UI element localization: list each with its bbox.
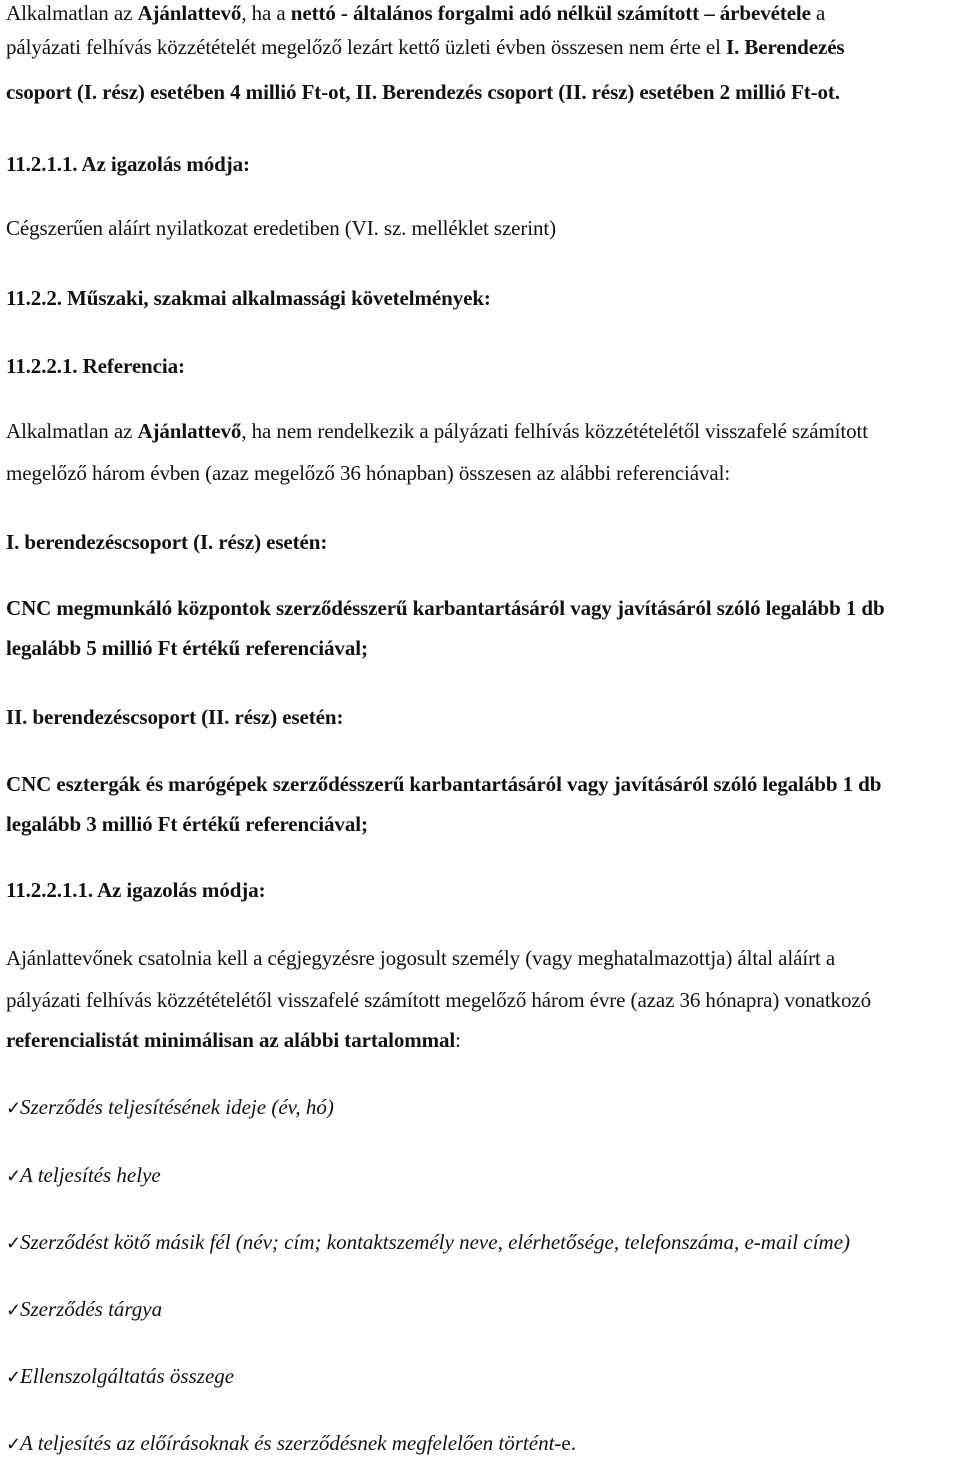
- ajanlattevo-bold: Ajánlattevő: [137, 419, 242, 443]
- check-bullet-icon: ✓: [6, 1233, 22, 1253]
- para1-line2: [6, 34, 845, 60]
- para3-line2: pályázati felhívás közzétételétől visszafelé számított megelőző három évre (azaz 36 hónapra) vonatkozó: [6, 988, 871, 1012]
- heading-1122211: 11.2.2.1.1. Az igazolás módja:: [6, 878, 266, 902]
- bullet-text: Szerződést kötő másik fél (név; cím; kontaktszemély neve, elérhetősége, telefonszáma, e-mail címe): [20, 1230, 851, 1254]
- text-span: , ha a: [241, 1, 291, 25]
- bullet-text-suffix: -e.: [554, 1431, 576, 1455]
- ajanlattevo-bold: Ajánlattevő: [137, 1, 242, 25]
- text-span: Alkalmatlan az: [6, 419, 138, 443]
- text-span: , ha nem rendelkezik a pályázati felhívás közzétételétől visszafelé számított: [241, 419, 869, 443]
- para3-line3: [6, 1027, 461, 1053]
- check-bullet-icon: ✓: [6, 1098, 22, 1118]
- bullet-text: A teljesítés az előírásoknak és szerződésnek megfelelően történt: [20, 1431, 555, 1455]
- group2-text-line1: CNC esztergák és marógépek szerződésszerű karbantartásáról vagy javításáról szóló legalább 1 db: [6, 772, 882, 796]
- para3-line1: Ajánlattevőnek csatolnia kell a cégjegyzésre jogosult személy (vagy meghatalmazottja) által aláírt a: [6, 946, 836, 970]
- paragraph-cegszeruen: Cégszerűen aláírt nyilatkozat eredetiben (VI. sz. melléklet szerint): [6, 216, 557, 240]
- check-bullet-icon: ✓: [6, 1166, 22, 1186]
- group1-heading: I. berendezéscsoport (I. rész) esetén:: [6, 530, 328, 554]
- text-span: Alkalmatlan az: [6, 1, 138, 25]
- bullet-item-2: [6, 1162, 161, 1189]
- group1-text-line1: CNC megmunkáló központok szerződésszerű karbantartásáról vagy javításáról szóló legalább 1 db: [6, 596, 885, 620]
- bullet-item-6: [6, 1430, 576, 1457]
- group2-text-line2: legalább 3 millió Ft értékű referenciával;: [6, 812, 368, 836]
- para1-line1: [6, 0, 825, 26]
- bullet-item-3: [6, 1229, 850, 1256]
- heading-1122: 11.2.2. Műszaki, szakmai alkalmassági követelmények:: [6, 286, 491, 310]
- bullet-item-1: [6, 1094, 334, 1121]
- bullet-text: A teljesítés helye: [20, 1163, 161, 1187]
- group1-text-line2: legalább 5 millió Ft értékű referenciával;: [6, 636, 368, 660]
- heading-11221: 11.2.2.1. Referencia:: [6, 354, 185, 378]
- bullet-item-4: [6, 1296, 162, 1323]
- check-bullet-icon: ✓: [6, 1300, 22, 1320]
- bullet-item-5: [6, 1363, 234, 1390]
- netto-arbevetel-bold: nettó - általános forgalmi adó nélkül számított – árbevétele: [290, 1, 811, 25]
- check-bullet-icon: ✓: [6, 1434, 22, 1454]
- text-span: :: [455, 1028, 461, 1052]
- group2-heading: II. berendezéscsoport (II. rész) esetén:: [6, 705, 344, 729]
- check-bullet-icon: ✓: [6, 1367, 22, 1387]
- bullet-text: Szerződés teljesítésének ideje (év, hó): [20, 1095, 334, 1119]
- para2-line1: [6, 418, 868, 444]
- text-span: pályázati felhívás közzétételét megelőző lezárt kettő üzleti évben összesen nem érte el: [6, 35, 727, 59]
- text-span: a: [810, 1, 826, 25]
- heading-11211: 11.2.1.1. Az igazolás módja:: [6, 152, 250, 176]
- bullet-text: Szerződés tárgya: [20, 1297, 163, 1321]
- berendezes-bold: I. Berendezés: [726, 35, 845, 59]
- para1-line3: csoport (I. rész) esetében 4 millió Ft-ot, II. Berendezés csoport (II. rész) esetében 2 millió Ft-ot.: [6, 80, 840, 104]
- bullet-text: Ellenszolgáltatás összege: [20, 1364, 235, 1388]
- para2-line2: megelőző három évben (azaz megelőző 36 hónapban) összesen az alábbi referenciával:: [6, 461, 731, 485]
- referencialista-bold: referencialistát minimálisan az alábbi tartalommal: [6, 1028, 456, 1052]
